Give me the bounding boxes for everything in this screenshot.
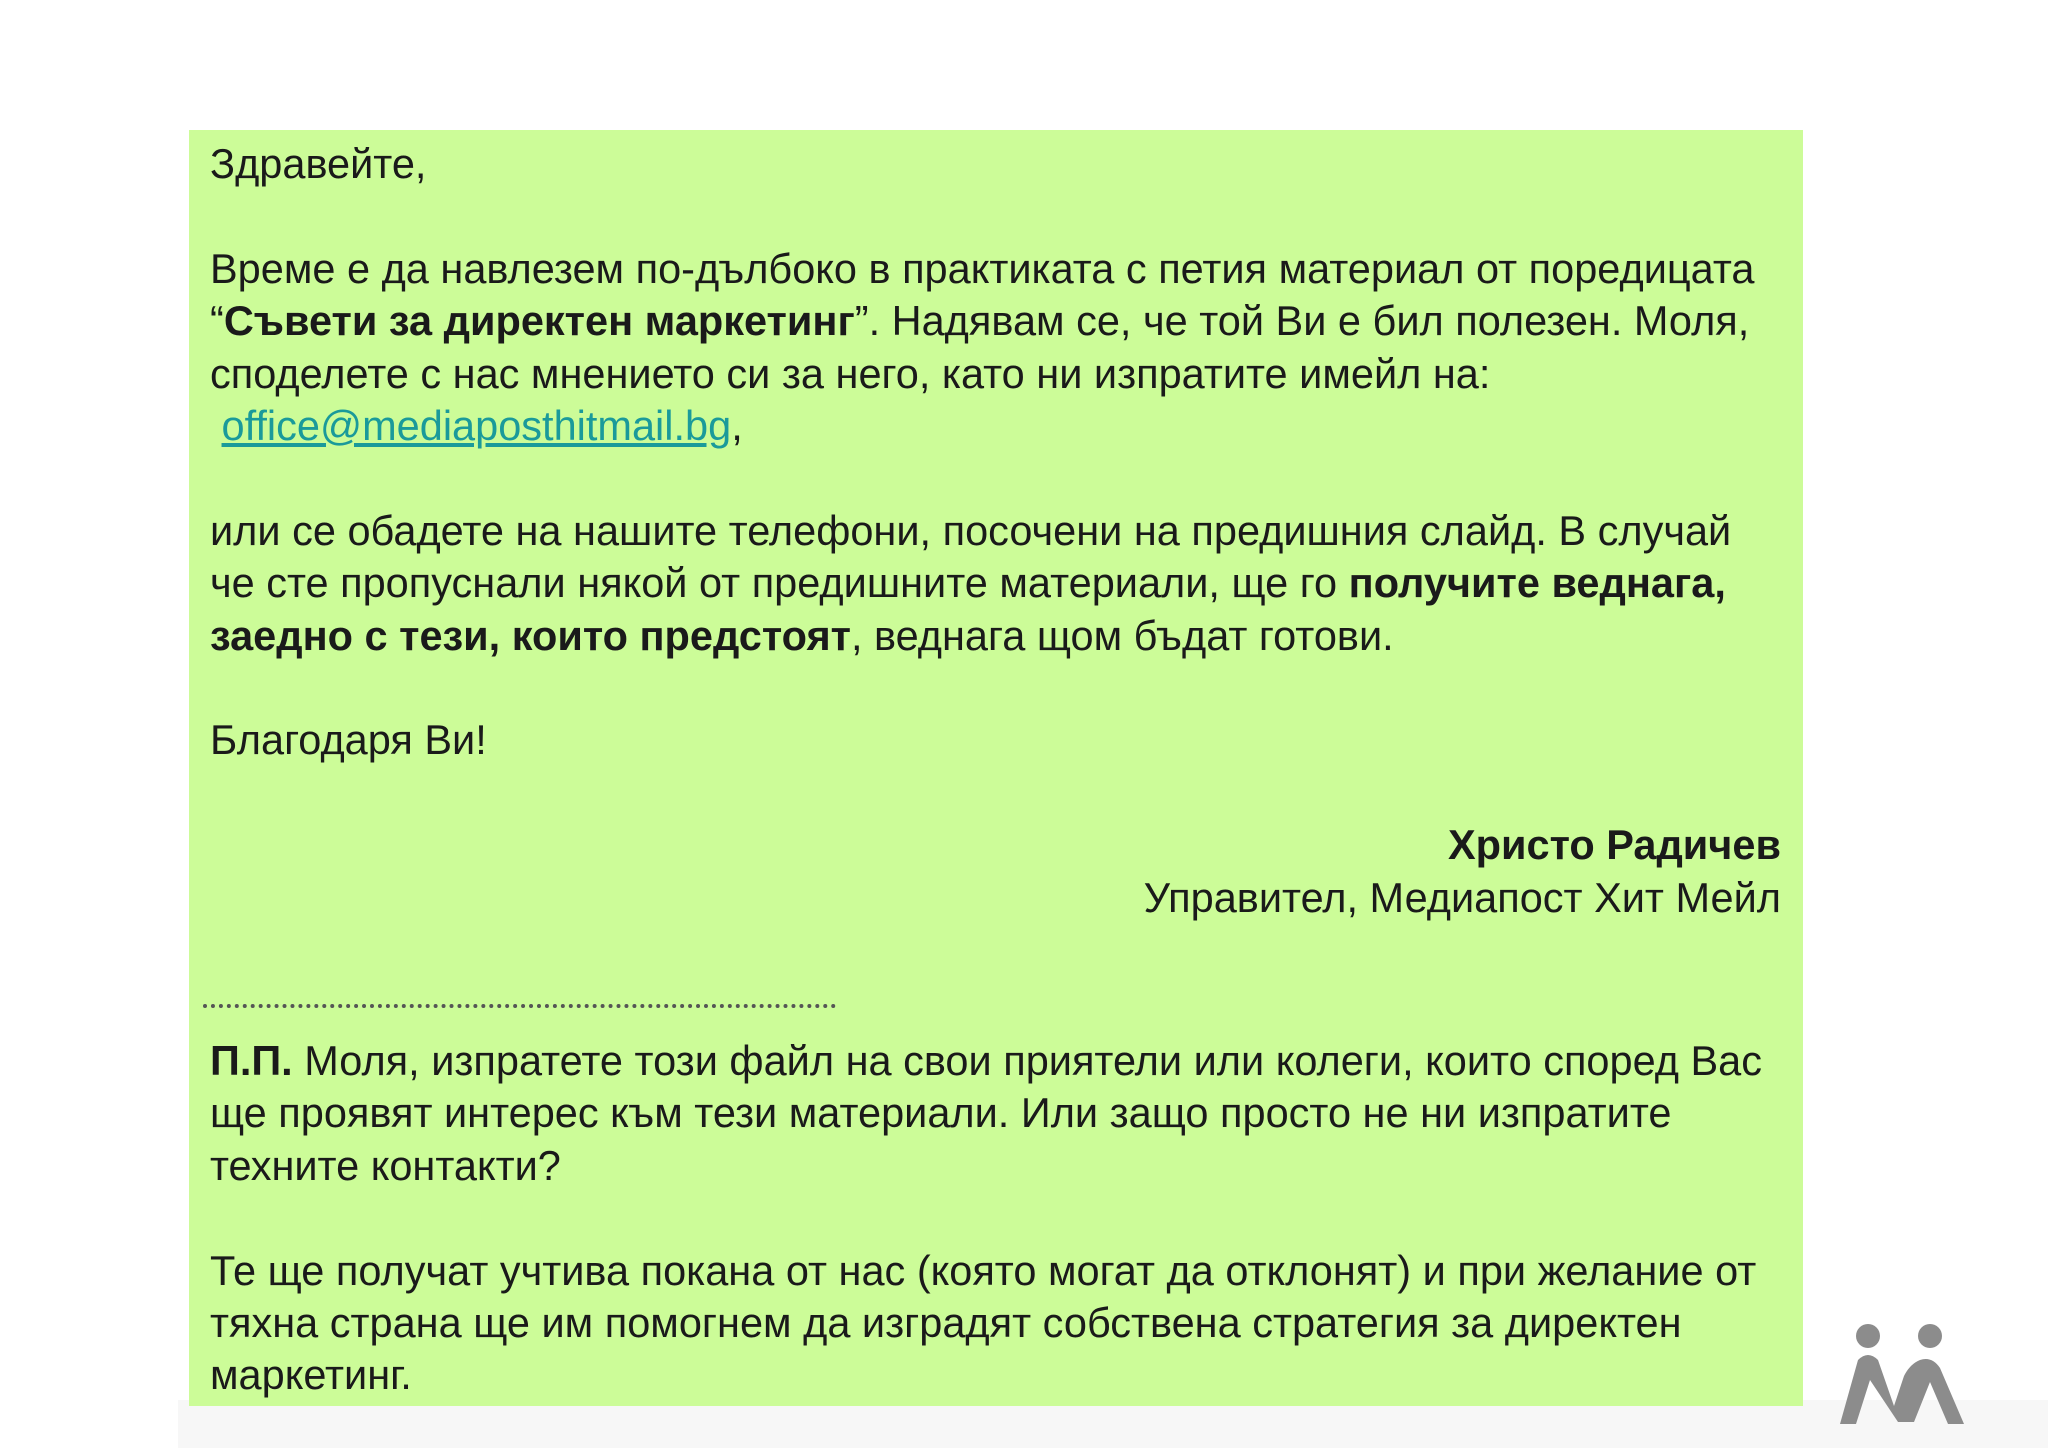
email-link[interactable]: office@mediaposthitmail.bg (221, 402, 732, 450)
postscript-paragraph-1 (210, 1035, 1790, 1192)
postscript-text-1: Моля, изпратете този файл на свои приятели или колеги, които според Вас ще проявят интерес към тези материали. Или защо просто не ни изпратите техните контакти? (210, 1037, 1763, 1189)
phone-text-1: или се обадете на нашите телефони, посочени на предишния слайд. В случай че сте пропуснали някой от предишните материали, ще го (210, 506, 1732, 607)
letter-box (189, 130, 1803, 1406)
postscript-block (210, 1035, 1790, 1402)
dotted-divider (203, 1004, 836, 1008)
phone-paragraph (210, 505, 1781, 662)
thanks-line: Благодаря Ви! (210, 716, 487, 764)
mediapost-logo-icon (1836, 1320, 1978, 1432)
intro-paragraph (210, 243, 1781, 400)
intro-text-1: Време е да навлезем по-дълбоко в практиката с петия материал от поредицата “ (210, 244, 1755, 345)
intro-text-2: ”. Надявам се, че той Ви е бил полезен. Моля, споделете с нас мнението си за него, като ни изпратите имейл на: (210, 297, 1750, 397)
phone-bold-text: получите веднага, заедно с тези, които предстоят (210, 559, 1726, 659)
series-title: Съвети за директен маркетинг (223, 297, 855, 345)
signature-title: Управител, Медиапост Хит Мейл (1143, 873, 1781, 921)
phone-text-2: , веднага щом бъдат готови. (850, 611, 1394, 659)
email-suffix: , (731, 402, 743, 450)
signature-name: Христо Радичев (1447, 821, 1781, 869)
greeting: Здравейте, (210, 140, 427, 187)
postscript-paragraph-2: Те ще получат учтива покана от нас (която могат да отклонят) и при желание от тяхна страна ще им помогнем да изградят собствена стратегия за директен маркетинг. (210, 1246, 1757, 1399)
postscript-label: П.П. (210, 1037, 293, 1084)
signature-block (210, 819, 1781, 924)
bottom-band (178, 1400, 2048, 1448)
email-line (210, 400, 1781, 452)
